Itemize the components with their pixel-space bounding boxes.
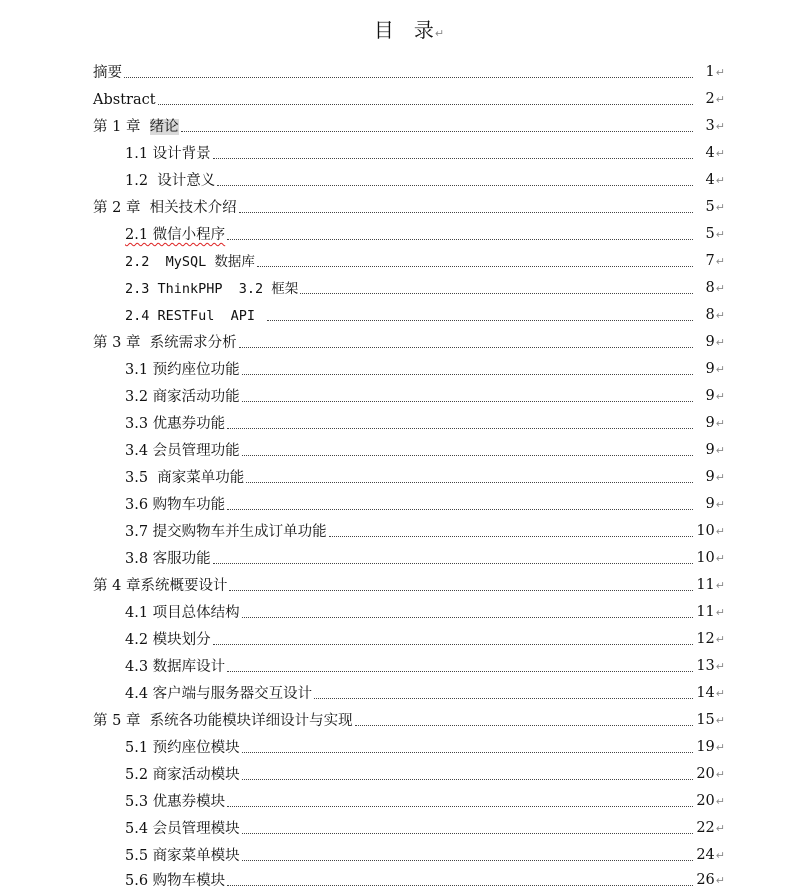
dot-leader (213, 562, 693, 564)
paragraph-mark-icon: ↵ (715, 849, 725, 862)
toc-entry-text (93, 118, 181, 136)
toc-entry-text: 5.2 商家活动模块 (125, 767, 240, 783)
toc-entry-page: 1 (705, 64, 715, 80)
toc-entry-text: 5.1 预约座位模块 (125, 740, 240, 756)
toc-entry[interactable] (93, 83, 725, 109)
toc-entry-text: 3.4 会员管理功能 (125, 443, 240, 459)
dot-leader (242, 616, 693, 618)
toc-entry-page: 26 (696, 872, 715, 888)
toc-entry-page: 11 (696, 577, 715, 593)
dot-leader (227, 427, 693, 429)
toc-entry-page: 14 (696, 685, 715, 701)
toc-entry[interactable] (125, 515, 725, 541)
paragraph-mark-icon: ↵ (715, 606, 725, 619)
toc-entry[interactable] (125, 785, 725, 811)
toc-entry[interactable] (125, 596, 725, 622)
toc-entry[interactable] (125, 488, 725, 514)
toc-entry-chapter[interactable] (93, 704, 725, 730)
toc-entry[interactable] (125, 353, 725, 379)
toc-entry-text: 5.5 商家菜单模块 (125, 848, 240, 864)
toc-entry-text: 2.1 微信小程序 (125, 227, 226, 243)
toc-entry-text: 4.1 项目总体结构 (125, 605, 240, 621)
toc-entry-text: 4.3 数据库设计 (125, 659, 226, 675)
paragraph-mark-icon: ↵ (434, 27, 445, 40)
paragraph-mark-icon: ↵ (715, 795, 725, 808)
dot-leader (246, 481, 693, 483)
toc-entry-text: 第 2 章 相关技术介绍 (93, 200, 237, 216)
toc-entry[interactable] (125, 731, 725, 757)
toc-entry-text: 3.3 优惠券功能 (125, 416, 226, 432)
toc-entry-text: 摘要 (93, 65, 122, 81)
dot-leader (242, 778, 693, 780)
toc-entry-page: 9 (705, 469, 715, 485)
toc-entry-page: 9 (705, 361, 715, 377)
dot-leader (242, 454, 693, 456)
paragraph-mark-icon: ↵ (715, 363, 725, 376)
paragraph-mark-icon: ↵ (715, 660, 725, 673)
toc-title (0, 14, 787, 43)
toc-entry-text: Abstract (93, 92, 156, 108)
toc-entry[interactable] (125, 380, 725, 406)
dot-leader (257, 265, 693, 267)
toc-entry[interactable] (125, 650, 725, 676)
toc-entry[interactable] (125, 677, 725, 703)
paragraph-mark-icon: ↵ (715, 687, 725, 700)
paragraph-mark-icon: ↵ (715, 174, 725, 187)
dot-leader (213, 157, 693, 159)
dot-leader (239, 211, 693, 213)
toc-entry-text: 3.1 预约座位功能 (125, 362, 240, 378)
dot-leader (314, 697, 693, 699)
paragraph-mark-icon: ↵ (715, 93, 725, 106)
paragraph-mark-icon: ↵ (715, 309, 725, 322)
toc-entry[interactable] (125, 542, 725, 568)
paragraph-mark-icon: ↵ (715, 768, 725, 781)
toc-title-char-2: 录 (413, 18, 434, 42)
toc-entry-chapter[interactable] (93, 110, 725, 136)
toc-entry-text: 4.4 客户端与服务器交互设计 (125, 686, 313, 702)
paragraph-mark-icon: ↵ (715, 417, 725, 430)
toc-entry-text: 1.2 设计意义 (125, 173, 216, 189)
paragraph-mark-icon: ↵ (715, 444, 725, 457)
paragraph-mark-icon: ↵ (715, 390, 725, 403)
toc-entry-page: 12 (696, 631, 715, 647)
toc-entry-page: 7 (705, 253, 715, 269)
dot-leader (355, 724, 693, 726)
dot-leader (300, 292, 693, 294)
dot-leader (242, 373, 693, 375)
toc-entry[interactable] (125, 623, 725, 649)
toc-entry-text: 5.6 购物车模块 (125, 873, 226, 889)
dot-leader (242, 859, 693, 861)
toc-entry-text: 3.5 商家菜单功能 (125, 470, 245, 486)
paragraph-mark-icon: ↵ (715, 525, 725, 538)
toc-entry-page: 10 (696, 550, 715, 566)
paragraph-mark-icon: ↵ (715, 552, 725, 565)
dot-leader (242, 751, 693, 753)
dot-leader (227, 238, 693, 240)
toc-entry-page: 5 (705, 226, 715, 242)
paragraph-mark-icon: ↵ (715, 66, 725, 79)
toc-entry[interactable] (125, 839, 725, 865)
toc-title-char-1: 目 (373, 18, 394, 42)
toc-entry-text: 第 5 章 系统各功能模块详细设计与实现 (93, 713, 353, 729)
paragraph-mark-icon: ↵ (715, 120, 725, 133)
toc-entry-page: 8 (705, 307, 715, 323)
dot-leader (227, 884, 693, 886)
toc-entry-page: 20 (696, 766, 715, 782)
toc-entry-page: 4 (705, 172, 715, 188)
toc-entry-page: 9 (705, 388, 715, 404)
paragraph-mark-icon: ↵ (715, 336, 725, 349)
toc-entry-page: 10 (696, 523, 715, 539)
chapter-title-highlighted: 绪论 (149, 119, 179, 135)
toc-entry-page: 24 (696, 847, 715, 863)
toc-entry-page: 3 (705, 118, 715, 134)
dot-leader (227, 805, 693, 807)
toc-entry[interactable] (125, 407, 725, 433)
toc-entry-text: 1.1 设计背景 (125, 146, 211, 162)
toc-entry[interactable] (93, 56, 725, 82)
paragraph-mark-icon: ↵ (715, 633, 725, 646)
toc-entry[interactable] (125, 461, 725, 487)
dot-leader (158, 103, 693, 105)
toc-entry[interactable] (125, 245, 725, 271)
paragraph-mark-icon: ↵ (715, 822, 725, 835)
toc-entry-text: 2.2 MySQL 数据库 (125, 254, 255, 270)
paragraph-mark-icon: ↵ (715, 282, 725, 295)
toc-entry-page: 8 (705, 280, 715, 296)
toc-entry-chapter[interactable] (93, 569, 725, 595)
toc-entry[interactable] (125, 758, 725, 784)
toc-entry-page: 22 (696, 820, 715, 836)
toc-entry-page: 9 (705, 442, 715, 458)
toc-entry-page: 15 (696, 712, 715, 728)
toc-entry-text: 2.4 RESTFul API (125, 307, 267, 325)
toc-entry-text: 第 3 章 系统需求分析 (93, 335, 237, 351)
paragraph-mark-icon: ↵ (715, 255, 725, 268)
toc-entry[interactable] (125, 137, 725, 163)
dot-leader (181, 130, 693, 132)
paragraph-mark-icon: ↵ (715, 579, 725, 592)
paragraph-mark-icon: ↵ (715, 874, 725, 887)
toc-entry-text: 3.7 提交购物车并生成订单功能 (125, 524, 327, 540)
toc-entry-page: 9 (705, 334, 715, 350)
toc-entry-text: 5.4 会员管理模块 (125, 821, 240, 837)
dot-leader (229, 589, 693, 591)
toc-entry-text: 3.2 商家活动功能 (125, 389, 240, 405)
toc-entry[interactable] (125, 272, 725, 298)
dot-leader (242, 400, 693, 402)
chapter-number: 第 1 章 (93, 119, 150, 135)
dot-leader (267, 319, 693, 321)
dot-leader (227, 670, 693, 672)
toc-entry[interactable] (125, 164, 725, 190)
toc-entry[interactable] (125, 218, 725, 244)
toc-entry-text: 3.8 客服功能 (125, 551, 211, 567)
toc-entry[interactable] (125, 299, 725, 325)
toc-entry-page: 11 (696, 604, 715, 620)
paragraph-mark-icon: ↵ (715, 714, 725, 727)
toc-entry-page: 9 (705, 415, 715, 431)
paragraph-mark-icon: ↵ (715, 201, 725, 214)
paragraph-mark-icon: ↵ (715, 498, 725, 511)
paragraph-mark-icon: ↵ (715, 471, 725, 484)
toc-entry[interactable] (125, 812, 725, 838)
toc-entry-page: 19 (696, 739, 715, 755)
toc-entry-page: 5 (705, 199, 715, 215)
toc-entry-page: 20 (696, 793, 715, 809)
dot-leader (213, 643, 693, 645)
toc-entry-chapter[interactable] (93, 326, 725, 352)
paragraph-mark-icon: ↵ (715, 147, 725, 160)
dot-leader (227, 508, 693, 510)
toc-entry-text: 4.2 模块划分 (125, 632, 211, 648)
dot-leader (242, 832, 693, 834)
toc-entry-text: 2.3 ThinkPHP 3.2 框架 (125, 281, 299, 297)
toc-entry-text: 3.6 购物车功能 (125, 497, 226, 513)
toc-entry[interactable] (125, 864, 725, 890)
toc-entry-chapter[interactable] (93, 191, 725, 217)
toc-entry-text: 第 4 章系统概要设计 (93, 578, 228, 594)
toc-entry[interactable] (125, 434, 725, 460)
dot-leader (239, 346, 693, 348)
dot-leader (329, 535, 693, 537)
paragraph-mark-icon: ↵ (715, 228, 725, 241)
toc-entry-page: 2 (705, 91, 715, 107)
dot-leader (217, 184, 693, 186)
dot-leader (124, 76, 693, 78)
paragraph-mark-icon: ↵ (715, 741, 725, 754)
toc-entry-page: 9 (705, 496, 715, 512)
toc-entry-text: 5.3 优惠券模块 (125, 794, 226, 810)
toc-entry-page: 4 (705, 145, 715, 161)
toc-entry-page: 13 (696, 658, 715, 674)
